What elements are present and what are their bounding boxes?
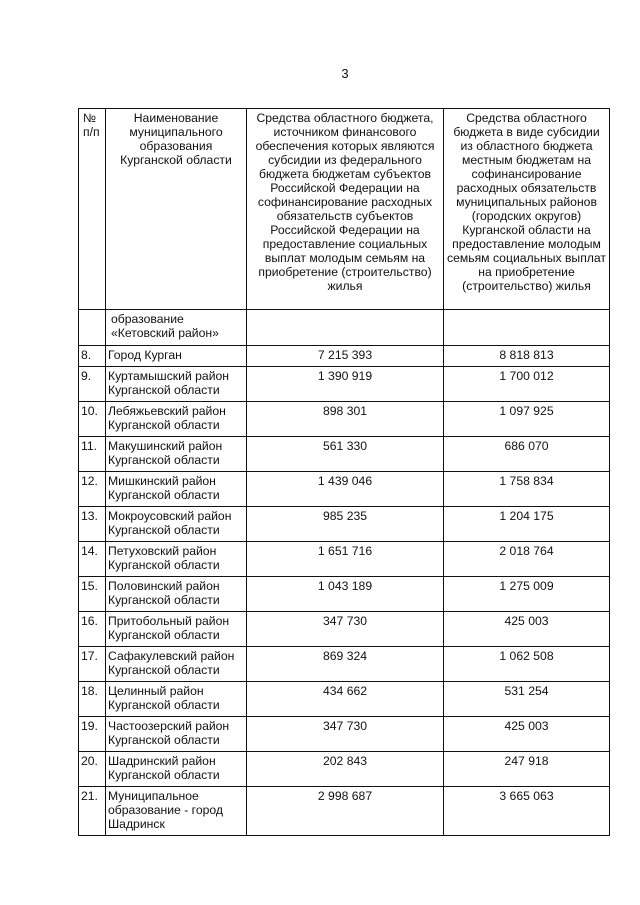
- cell-regional-amount: 1 097 925: [444, 402, 610, 437]
- cell-federal-amount: [247, 310, 444, 346]
- cell-federal-amount: 985 235: [247, 507, 444, 542]
- cell-number: 14.: [79, 542, 106, 577]
- cell-federal-amount: 1 651 716: [247, 542, 444, 577]
- cell-municipality-name: Целинный район Курганской области: [106, 682, 247, 717]
- cell-number: 17.: [79, 647, 106, 682]
- cell-regional-amount: 1 700 012: [444, 367, 610, 402]
- cell-regional-amount: 3 665 063: [444, 787, 610, 836]
- cell-municipality-name: Мишкинский район Курганской области: [106, 472, 247, 507]
- table-row: [79, 752, 610, 787]
- table-row: [79, 577, 610, 612]
- cell-federal-amount: 898 301: [247, 402, 444, 437]
- cell-regional-amount: 1 275 009: [444, 577, 610, 612]
- table-row-continuation: [79, 310, 610, 346]
- cell-number: 11.: [79, 437, 106, 472]
- cell-number: 10.: [79, 402, 106, 437]
- table-row: [79, 717, 610, 752]
- header-regional-subsidy: Средства областного бюджета в виде субсидии из областного бюджета местным бюджетам на софинансирование расходных обязательств муниципальных районов (городских округов) Курганской области на предоставление молодым семьям социальных выплат на приобретение (строительство) жилья: [444, 109, 610, 310]
- cell-federal-amount: 2 998 687: [247, 787, 444, 836]
- table-row: [79, 402, 610, 437]
- table-row: [79, 542, 610, 577]
- cell-municipality-name: Лебяжьевский район Курганской области: [106, 402, 247, 437]
- header-municipality-name: Наименование муниципального образования Курганской области: [106, 109, 247, 310]
- table-row: [79, 367, 610, 402]
- cell-federal-amount: 869 324: [247, 647, 444, 682]
- header-federal-subsidy: Средства областного бюджета, источником финансового обеспечения которых являются субсидии из федерального бюджета бюджетам субъектов Российской Федерации на софинансирование расходных обязательств субъектов Российской Федерации на предоставление социальных выплат молодым семьям на приобретение (строительство) жилья: [247, 109, 444, 310]
- cell-regional-amount: 2 018 764: [444, 542, 610, 577]
- cell-municipality-name: Город Курган: [106, 346, 247, 367]
- cell-regional-amount: 8 818 813: [444, 346, 610, 367]
- cell-municipality-name: Муниципальное образование - город Шадринск: [106, 787, 247, 836]
- cell-federal-amount: 347 730: [247, 717, 444, 752]
- cell-regional-amount: 247 918: [444, 752, 610, 787]
- cell-federal-amount: 1 390 919: [247, 367, 444, 402]
- cell-federal-amount: 434 662: [247, 682, 444, 717]
- table-header-row: [79, 109, 610, 310]
- cell-municipality-name: Шадринский район Курганской области: [106, 752, 247, 787]
- cell-regional-amount: [444, 310, 610, 346]
- cell-number: 15.: [79, 577, 106, 612]
- table-row: [79, 612, 610, 647]
- cell-regional-amount: 531 254: [444, 682, 610, 717]
- cell-number: 20.: [79, 752, 106, 787]
- header-number: № п/п: [79, 109, 106, 310]
- cell-number: 9.: [79, 367, 106, 402]
- cell-number: 12.: [79, 472, 106, 507]
- cell-federal-amount: 1 439 046: [247, 472, 444, 507]
- cell-municipality-name: Частоозерский район Курганской области: [106, 717, 247, 752]
- table-row: [79, 472, 610, 507]
- cell-municipality-name: Куртамышский район Курганской области: [106, 367, 247, 402]
- table-row: [79, 346, 610, 367]
- cell-number: 21.: [79, 787, 106, 836]
- table-body: [79, 109, 610, 836]
- cell-number: 13.: [79, 507, 106, 542]
- page-number: 3: [341, 66, 349, 81]
- cell-municipality-name: Половинский район Курганской области: [106, 577, 247, 612]
- cell-regional-amount: 1 062 508: [444, 647, 610, 682]
- table-row: [79, 682, 610, 717]
- cell-number: 8.: [79, 346, 106, 367]
- cell-municipality-name: Мокроусовский район Курганской области: [106, 507, 247, 542]
- cell-federal-amount: 1 043 189: [247, 577, 444, 612]
- cell-number: 16.: [79, 612, 106, 647]
- budget-allocation-table: [78, 108, 610, 836]
- cell-number: [79, 310, 106, 346]
- cell-regional-amount: 1 758 834: [444, 472, 610, 507]
- cell-regional-amount: 1 204 175: [444, 507, 610, 542]
- cell-federal-amount: 202 843: [247, 752, 444, 787]
- cell-municipality-name: Макушинский район Курганской области: [106, 437, 247, 472]
- cell-number: 19.: [79, 717, 106, 752]
- table-row: [79, 437, 610, 472]
- cell-regional-amount: 425 003: [444, 612, 610, 647]
- cell-municipality-name: Петуховский район Курганской области: [106, 542, 247, 577]
- cell-number: 18.: [79, 682, 106, 717]
- cell-federal-amount: 561 330: [247, 437, 444, 472]
- table-row: [79, 787, 610, 836]
- cell-regional-amount: 425 003: [444, 717, 610, 752]
- cell-municipality-name: Притобольный район Курганской области: [106, 612, 247, 647]
- table-row: [79, 507, 610, 542]
- table-row: [79, 647, 610, 682]
- cell-federal-amount: 7 215 393: [247, 346, 444, 367]
- cell-regional-amount: 686 070: [444, 437, 610, 472]
- cell-municipality-name: Сафакулевский район Курганской области: [106, 647, 247, 682]
- cell-federal-amount: 347 730: [247, 612, 444, 647]
- cell-municipality-name: образование «Кетовский район»: [106, 310, 247, 346]
